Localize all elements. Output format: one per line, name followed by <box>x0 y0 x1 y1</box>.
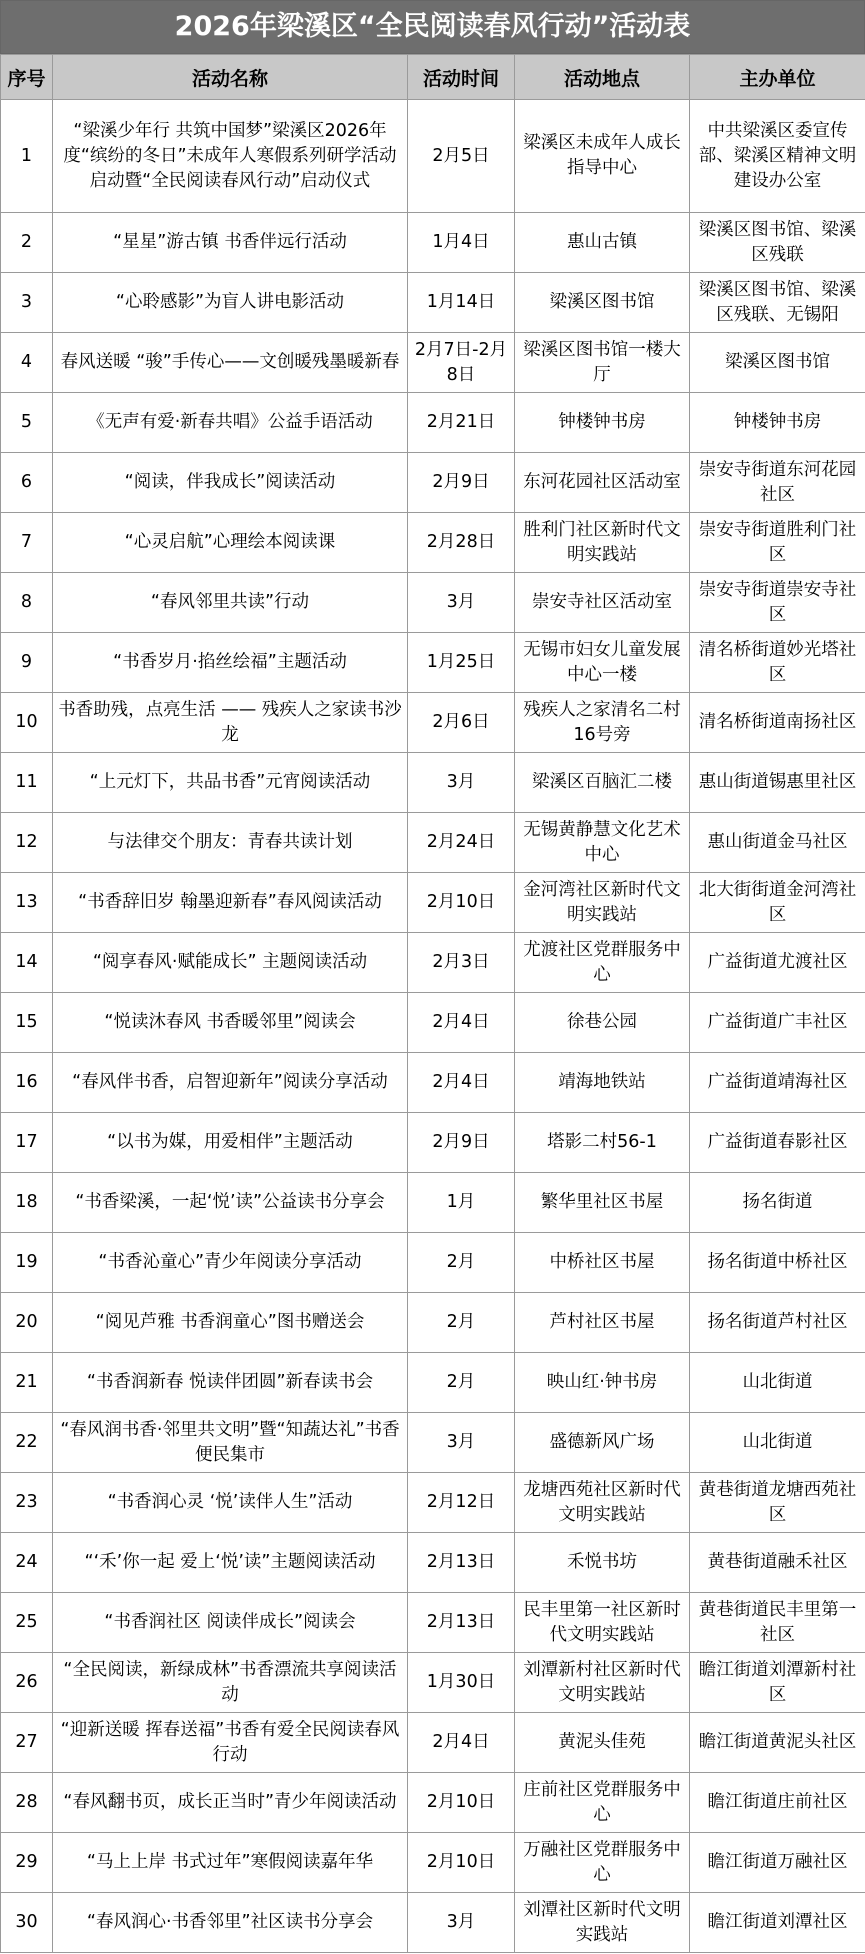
table-row <box>1 1173 865 1233</box>
activity-time: 2月12日 <box>408 1473 515 1533</box>
activity-name: “心聆感影”为盲人讲电影活动 <box>53 273 408 333</box>
table-row <box>1 1593 865 1653</box>
activity-location: 靖海地铁站 <box>515 1053 690 1113</box>
organizer: 瞻江街道庄前社区 <box>690 1773 865 1833</box>
activity-time: 1月30日 <box>408 1653 515 1713</box>
organizer: 山北街道 <box>690 1413 865 1473</box>
organizer: 黄巷街道龙塘西苑社区 <box>690 1473 865 1533</box>
activity-location: 民丰里第一社区新时代文明实践站 <box>515 1593 690 1653</box>
table-row <box>1 633 865 693</box>
organizer: 崇安寺街道崇安寺社区 <box>690 573 865 633</box>
row-index: 22 <box>1 1413 53 1473</box>
activity-time: 1月25日 <box>408 633 515 693</box>
activity-time: 3月 <box>408 573 515 633</box>
row-index: 29 <box>1 1833 53 1893</box>
row-index: 1 <box>1 100 53 213</box>
organizer: 扬名街道芦村社区 <box>690 1293 865 1353</box>
activity-time: 3月 <box>408 1413 515 1473</box>
activity-time: 2月4日 <box>408 1053 515 1113</box>
activity-name: “春风润书香·邻里共文明”暨“知蔬达礼”书香便民集市 <box>53 1413 408 1473</box>
table-row <box>1 573 865 633</box>
table-row <box>1 753 865 813</box>
organizer: 广益街道春影社区 <box>690 1113 865 1173</box>
activity-time: 3月 <box>408 1893 515 1953</box>
activity-name: “书香辞旧岁 翰墨迎新春”春风阅读活动 <box>53 873 408 933</box>
row-index: 21 <box>1 1353 53 1413</box>
row-index: 12 <box>1 813 53 873</box>
activity-time: 2月21日 <box>408 393 515 453</box>
activity-location: 刘潭新村社区新时代文明实践站 <box>515 1653 690 1713</box>
table-row <box>1 933 865 993</box>
activity-name: “上元灯下，共品书香”元宵阅读活动 <box>53 753 408 813</box>
table-row <box>1 1533 865 1593</box>
activity-name: “阅享春风·赋能成长” 主题阅读活动 <box>53 933 408 993</box>
row-index: 13 <box>1 873 53 933</box>
row-index: 25 <box>1 1593 53 1653</box>
activity-name: “书香润社区 阅读伴成长”阅读会 <box>53 1593 408 1653</box>
activity-location: 繁华里社区书屋 <box>515 1173 690 1233</box>
organizer: 广益街道广丰社区 <box>690 993 865 1053</box>
table-row <box>1 333 865 393</box>
table-row <box>1 693 865 753</box>
row-index: 11 <box>1 753 53 813</box>
table-row <box>1 1893 865 1953</box>
row-index: 2 <box>1 213 53 273</box>
activity-name: “阅见芦雅 书香润童心”图书赠送会 <box>53 1293 408 1353</box>
activity-name: “‘禾’你一起 爱上‘悦’读”主题阅读活动 <box>53 1533 408 1593</box>
activity-location: 无锡黄静慧文化艺术中心 <box>515 813 690 873</box>
organizer: 广益街道靖海社区 <box>690 1053 865 1113</box>
row-index: 20 <box>1 1293 53 1353</box>
activity-time: 2月3日 <box>408 933 515 993</box>
organizer: 瞻江街道刘潭新村社区 <box>690 1653 865 1713</box>
activity-name: “梁溪少年行 共筑中国梦”梁溪区2026年度“缤纷的冬日”未成年人寒假系列研学活动启动暨“全民阅读春风行动”启动仪式 <box>53 100 408 213</box>
table-row <box>1 1113 865 1173</box>
organizer: 山北街道 <box>690 1353 865 1413</box>
table-row <box>1 1233 865 1293</box>
row-index: 7 <box>1 513 53 573</box>
activity-location: 龙塘西苑社区新时代文明实践站 <box>515 1473 690 1533</box>
activity-time: 2月7日-2月8日 <box>408 333 515 393</box>
organizer: 梁溪区图书馆、梁溪区残联 <box>690 213 865 273</box>
row-index: 23 <box>1 1473 53 1533</box>
activity-location: 映山红·钟书房 <box>515 1353 690 1413</box>
activity-name: “悦读沐春风 书香暖邻里”阅读会 <box>53 993 408 1053</box>
row-index: 18 <box>1 1173 53 1233</box>
activity-location: 塔影二村56-1 <box>515 1113 690 1173</box>
activity-location: 黄泥头佳苑 <box>515 1713 690 1773</box>
activity-time: 2月10日 <box>408 1833 515 1893</box>
header-activity-time: 活动时间 <box>408 55 515 100</box>
row-index: 14 <box>1 933 53 993</box>
table-body <box>1 100 865 1953</box>
activity-location: 无锡市妇女儿童发展中心一楼 <box>515 633 690 693</box>
organizer: 惠山街道金马社区 <box>690 813 865 873</box>
row-index: 16 <box>1 1053 53 1113</box>
table-row <box>1 873 865 933</box>
activity-location: 尤渡社区党群服务中心 <box>515 933 690 993</box>
activity-name: “春风伴书香，启智迎新年”阅读分享活动 <box>53 1053 408 1113</box>
table-row <box>1 1713 865 1773</box>
organizer: 黄巷街道民丰里第一社区 <box>690 1593 865 1653</box>
activity-table <box>0 54 865 1953</box>
organizer: 瞻江街道黄泥头社区 <box>690 1713 865 1773</box>
activity-name: “全民阅读，新绿成林”书香漂流共享阅读活动 <box>53 1653 408 1713</box>
activity-location: 钟楼钟书房 <box>515 393 690 453</box>
table-row <box>1 1773 865 1833</box>
activity-name: “春风翻书页，成长正当时”青少年阅读活动 <box>53 1773 408 1833</box>
organizer: 北大街街道金河湾社区 <box>690 873 865 933</box>
activity-name: “心灵启航”心理绘本阅读课 <box>53 513 408 573</box>
table-row <box>1 1293 865 1353</box>
table-row <box>1 513 865 573</box>
organizer: 崇安寺街道胜利门社区 <box>690 513 865 573</box>
activity-location: 梁溪区未成年人成长指导中心 <box>515 100 690 213</box>
activity-time: 2月10日 <box>408 1773 515 1833</box>
organizer: 梁溪区图书馆 <box>690 333 865 393</box>
organizer: 扬名街道中桥社区 <box>690 1233 865 1293</box>
activity-time: 2月9日 <box>408 1113 515 1173</box>
row-index: 3 <box>1 273 53 333</box>
activity-name: “春风润心·书香邻里”社区读书分享会 <box>53 1893 408 1953</box>
activity-name: “书香沁童心”青少年阅读分享活动 <box>53 1233 408 1293</box>
row-index: 9 <box>1 633 53 693</box>
activity-time: 1月14日 <box>408 273 515 333</box>
table-row <box>1 1353 865 1413</box>
activity-location: 东河花园社区活动室 <box>515 453 690 513</box>
organizer: 扬名街道 <box>690 1173 865 1233</box>
organizer: 黄巷街道融禾社区 <box>690 1533 865 1593</box>
row-index: 24 <box>1 1533 53 1593</box>
activity-time: 2月13日 <box>408 1593 515 1653</box>
activity-time: 2月9日 <box>408 453 515 513</box>
activity-time: 2月 <box>408 1233 515 1293</box>
activity-time: 2月5日 <box>408 100 515 213</box>
organizer: 钟楼钟书房 <box>690 393 865 453</box>
row-index: 19 <box>1 1233 53 1293</box>
activity-name: 《无声有爱·新春共唱》公益手语活动 <box>53 393 408 453</box>
organizer: 清名桥街道南扬社区 <box>690 693 865 753</box>
activity-location: 梁溪区图书馆一楼大厅 <box>515 333 690 393</box>
table-row <box>1 393 865 453</box>
activity-name: 与法律交个朋友：青春共读计划 <box>53 813 408 873</box>
activity-location: 崇安寺社区活动室 <box>515 573 690 633</box>
table-row <box>1 993 865 1053</box>
activity-location: 刘潭社区新时代文明实践站 <box>515 1893 690 1953</box>
table-row <box>1 100 865 213</box>
header-activity-name: 活动名称 <box>53 55 408 100</box>
organizer: 梁溪区图书馆、梁溪区残联、无锡阳 <box>690 273 865 333</box>
activity-location: 残疾人之家清名二村16号旁 <box>515 693 690 753</box>
activity-location: 庄前社区党群服务中心 <box>515 1773 690 1833</box>
activity-time: 2月4日 <box>408 1713 515 1773</box>
activity-name: “以书为媒，用爱相伴”主题活动 <box>53 1113 408 1173</box>
activity-location: 禾悦书坊 <box>515 1533 690 1593</box>
organizer: 广益街道尤渡社区 <box>690 933 865 993</box>
table-row <box>1 1833 865 1893</box>
activity-location: 金河湾社区新时代文明实践站 <box>515 873 690 933</box>
activity-location: 梁溪区百脑汇二楼 <box>515 753 690 813</box>
row-index: 27 <box>1 1713 53 1773</box>
activity-name: “迎新送暖 挥春送福”书香有爱全民阅读春风行动 <box>53 1713 408 1773</box>
table-row <box>1 273 865 333</box>
organizer: 中共梁溪区委宣传部、梁溪区精神文明建设办公室 <box>690 100 865 213</box>
row-index: 4 <box>1 333 53 393</box>
row-index: 26 <box>1 1653 53 1713</box>
activity-location: 芦村社区书屋 <box>515 1293 690 1353</box>
activity-name: “书香岁月·掐丝绘福”主题活动 <box>53 633 408 693</box>
header-organizer: 主办单位 <box>690 55 865 100</box>
row-index: 30 <box>1 1893 53 1953</box>
activity-location: 梁溪区图书馆 <box>515 273 690 333</box>
activity-time: 1月 <box>408 1173 515 1233</box>
activity-time: 2月24日 <box>408 813 515 873</box>
activity-name: “书香梁溪，一起‘悦’读”公益读书分享会 <box>53 1173 408 1233</box>
table-header-row <box>1 55 865 100</box>
activity-name: “马上上岸 书式过年”寒假阅读嘉年华 <box>53 1833 408 1893</box>
organizer: 清名桥街道妙光塔社区 <box>690 633 865 693</box>
row-index: 6 <box>1 453 53 513</box>
row-index: 15 <box>1 993 53 1053</box>
organizer: 瞻江街道万融社区 <box>690 1833 865 1893</box>
table-row <box>1 213 865 273</box>
activity-time: 2月 <box>408 1353 515 1413</box>
organizer: 瞻江街道刘潭社区 <box>690 1893 865 1953</box>
activity-name: “星星”游古镇 书香伴远行活动 <box>53 213 408 273</box>
table-row <box>1 1653 865 1713</box>
activity-location: 万融社区党群服务中心 <box>515 1833 690 1893</box>
activity-location: 惠山古镇 <box>515 213 690 273</box>
activity-name: “书香润新春 悦读伴团圆”新春读书会 <box>53 1353 408 1413</box>
header-activity-location: 活动地点 <box>515 55 690 100</box>
table-row <box>1 1473 865 1533</box>
activity-time: 2月10日 <box>408 873 515 933</box>
activity-location: 中桥社区书屋 <box>515 1233 690 1293</box>
table-row <box>1 1053 865 1113</box>
organizer: 崇安寺街道东河花园社区 <box>690 453 865 513</box>
page-title: 2026年梁溪区“全民阅读春风行动”活动表 <box>0 0 865 54</box>
table-row <box>1 453 865 513</box>
activity-time: 2月28日 <box>408 513 515 573</box>
activity-time: 2月13日 <box>408 1533 515 1593</box>
activity-time: 2月6日 <box>408 693 515 753</box>
activity-name: “阅读，伴我成长”阅读活动 <box>53 453 408 513</box>
row-index: 8 <box>1 573 53 633</box>
activity-name: “春风邻里共读”行动 <box>53 573 408 633</box>
row-index: 10 <box>1 693 53 753</box>
activity-time: 2月4日 <box>408 993 515 1053</box>
activity-name: 书香助残，点亮生活 —— 残疾人之家读书沙龙 <box>53 693 408 753</box>
activity-time: 2月 <box>408 1293 515 1353</box>
activity-name: “书香润心灵 ‘悦’读伴人生”活动 <box>53 1473 408 1533</box>
activity-time: 1月4日 <box>408 213 515 273</box>
organizer: 惠山街道锡惠里社区 <box>690 753 865 813</box>
row-index: 5 <box>1 393 53 453</box>
header-index: 序号 <box>1 55 53 100</box>
row-index: 17 <box>1 1113 53 1173</box>
table-row <box>1 1413 865 1473</box>
table-row <box>1 813 865 873</box>
activity-name: 春风送暖 “骏”手传心——文创暖残墨暖新春 <box>53 333 408 393</box>
activity-time: 3月 <box>408 753 515 813</box>
row-index: 28 <box>1 1773 53 1833</box>
activity-location: 胜利门社区新时代文明实践站 <box>515 513 690 573</box>
activity-location: 徐巷公园 <box>515 993 690 1053</box>
activity-location: 盛德新风广场 <box>515 1413 690 1473</box>
